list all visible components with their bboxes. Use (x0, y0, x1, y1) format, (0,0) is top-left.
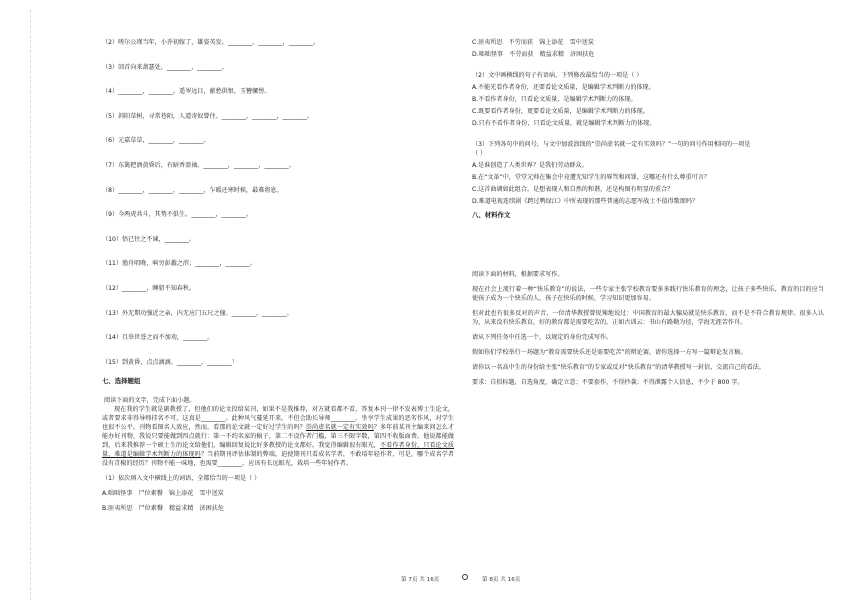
passage-part-b: ？多年前某刊主编来问怎么才能办好刊物，我说只要能做到四点就行：第一不约名家的稿子，第二不设作者门槛，第三不限字数，第四不收版面费。他说都能做到，后来我推荐一个硕士生的论文给他们，编辑回复说比好多教授的论文都好。我觉得编辑很有眼光， (102, 423, 455, 449)
question-3-option-a: A.是谁创造了人类世界？是我们劳动群众。 (472, 162, 588, 169)
center-circle-icon (462, 574, 468, 580)
question-3: （3）下列各句中的问号，与文中加波浪线的“崇尚虚名就一定有实效吗？”一句的问号作用相同的一项是 (472, 141, 751, 148)
question-3-option-d: D.难道电视连续剧《跨过鸭绿江》中所表现的那些普通的志愿军战士不值得歌颂吗？ (472, 198, 699, 205)
question-1: （1）依次填入文中横线上的词语，全都恰当的一项是（ ） (102, 474, 261, 482)
essay-task-2: 请你以一名高中生的身份给主张“快乐教育”的专家或反对“快乐教育”的清华教授写一封信，交流自己的看法。 (472, 364, 765, 371)
section-8-title: 八、材料作文 (472, 211, 511, 219)
fill-blank-list (102, 38, 454, 367)
question-2-option-c: C.既要看作者身份，更要看论文质量，是编辑学术判断力的体现。 (472, 108, 649, 115)
reading-intro: 阅读下面的文字，完成下面小题。 (104, 396, 196, 404)
essay-task-instruction: 请从下列任务中任选一个，以规定的身份完成写作。 (472, 334, 613, 341)
question-1-option-d: D.咄咄怪事 不劳而获 精益求精 济困扶危 (472, 51, 595, 58)
fill-blank-item: （11）渔舟唱晚，响穷彭蠡之滨；________，________。 (102, 260, 257, 268)
left-page-number: 第 7页 共 16页 (401, 577, 440, 583)
question-2-option-d: D.只有不看作者身份，只看论文质量，就是编辑学术判断力的体现。 (472, 120, 656, 127)
right-column (472, 38, 824, 387)
fill-blank-item: （4）________，________。遥岑远目，献愁供恨，玉簪螺髻。 (102, 88, 271, 96)
passage-part-a: 现在我的学生就是副教授了，但他们的论文投给某刊，如果不是我推荐，对方就看都不看，答复本刊一律不发表博士生论文，或者要求非得导师挂名不可，这真是________。此种风气蔓延开来，不但会助长导师________，坐享学生成果的恶劣作风，对学生也很不公平。刊物看图名人效应，然而，看那的论文就一定好过学生的吗？ (102, 405, 454, 431)
essay-material-2: 但对此也有很多反对的声音，一位清华教授曾锐辣地说过：中国教育的最大骗局就是快乐教育，而不是不符合教育规律。很多人认为，从来没有快乐教育，好的教育都是需要吃苦的，正如古训云：书山有路勤为径，学海无涯苦作舟。 (472, 310, 824, 326)
fill-blank-item: （13）外无期功强近之亲，内无应门五尺之僮。________，________。 (102, 309, 293, 317)
question-1-option-a: A.咄咄怪事 尸位素餐 锦上添花 雪中送炭 (102, 489, 224, 497)
question-3-option-c: C.这首曲调如此组合，是想表现人和自然的和谐，还是构图有明显的重合？ (472, 186, 674, 193)
right-page-number: 第 8页 共 16页 (482, 577, 521, 583)
fill-blank-item: （8）________，________，________，乍暖还寒时候，最难将息。 (102, 186, 283, 194)
fill-blank-item: （9）今两虎共斗，其势不俱生。________，________。 (102, 211, 253, 219)
essay-material-1: 现在社会上流行着一种“快乐教育”的说法，一些专家主张学校教育要多多践行快乐教育的理念，让孩子多些快乐，教育的目的应当使孩子成为一个快乐的人，孩子在快乐的时候，学习知识更加容易。 (472, 286, 824, 302)
fill-blank-item: （15）到黄昏，点点滴滴。________，________！ (102, 358, 238, 366)
essay-intro: 阅读下面的材料，根据要求写作。 (472, 271, 564, 278)
fill-blank-item: （2）嗟尔公瑾当年，小乔初嫁了，雄姿英发。________，________，________。 (102, 39, 320, 46)
fill-blank-item: （7）东篱把酒黄昏后，有暗香盈袖。________，________，________。 (102, 161, 295, 169)
passage-part-c: ？当前期刊评估体制的弊端，迫使期刊只看成名学者，不敢培年轻作者，可是，哪个成名学者没有青椒的经历？刊物不能一味地，也需要________，应该有长远眼光，栽培一些年轻作者。 (102, 450, 455, 467)
fill-blank-item: （5）斜阳草树，寻常巷陌，人道寄奴曾住。________，________，________。 (102, 112, 314, 120)
question-2: （2）文中画横线的句子有语病，下列修改最恰当的一项是（ ） (472, 72, 643, 79)
left-column (102, 38, 454, 513)
reading-passage (102, 405, 454, 468)
fill-blank-item: （14）且举世誉之而不加劝，________。 (102, 334, 214, 342)
essay-task-1: 假如你们学校举行一场题为“教育需要快乐还是需要吃苦”的辩论赛，请你选择一方写一篇辩论发言稿。 (472, 349, 747, 356)
question-3-option-b: B.在“文革”中，堂堂元帅在集会中竟遭无知学生的辱骂和问罪，这哪还有什么尊重可言？ (472, 174, 710, 181)
binding-line (30, 10, 32, 600)
question-2-option-b: B.不看作者身份，只看论文质量，是编辑学术判断力的体现。 (472, 96, 637, 103)
section-7-title: 七、选择题组 (102, 376, 141, 385)
essay-requirements: 要求：自拟标题，自选角度，确定立意；不要套作，不得抄袭；不得泄露个人信息，不少于 800 字。 (472, 379, 744, 386)
fill-blank-item: （10）悟已往之不谏，________。 (102, 235, 196, 243)
fill-blank-item: （6）元嘉草草，________，________。 (102, 137, 210, 145)
question-1-option-c: C.匪夷所思 不劳而获 锦上添花 雪中送炭 (472, 39, 594, 46)
question-1-option-b: B.匪夷所思 尸位素餐 精益求精 济困扶危 (102, 504, 224, 512)
fill-blank-item: （12）________，睡貂不知春秋。 (102, 284, 196, 292)
wavy-underline-question: 崇尚虚名就一定有实效吗 (305, 423, 374, 431)
underlined-faulty-sentence: 不看作者身份，只看论文质量，难道是编辑学术判断力的体现吗 (102, 441, 455, 458)
question-2-option-a: A.不能光看作者身份，还要看论文质量，是编辑学术判断力的体现。 (472, 84, 655, 91)
question-3-bracket: （ ） (472, 150, 487, 157)
fill-blank-item: （3）回首向来萧瑟处，________，________。 (102, 63, 228, 71)
